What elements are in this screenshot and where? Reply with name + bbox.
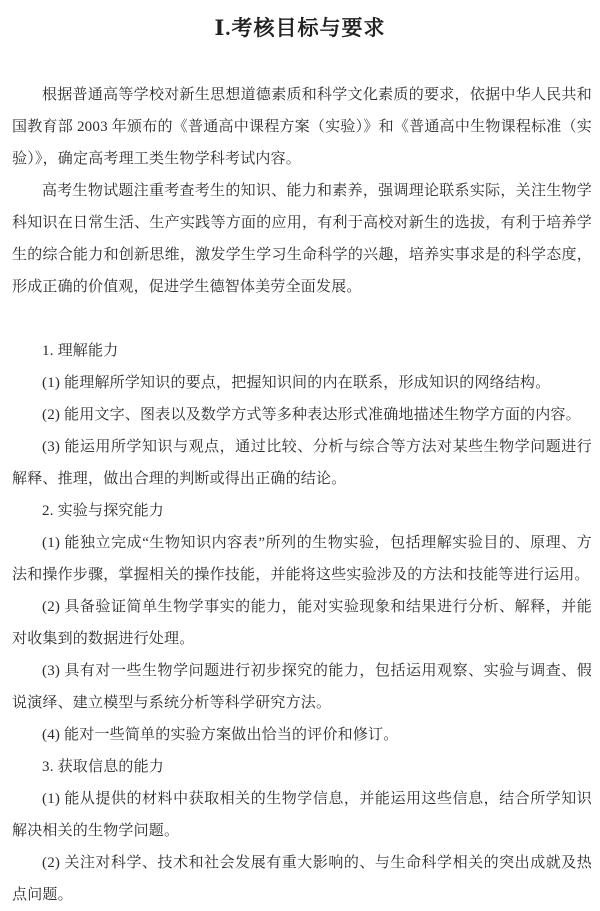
document-page [0,13,600,903]
section-2-item-4: (4) 能对一些简单的实验方案做出恰当的评价和修订。 [42,727,399,743]
section-1-heading: 1. 理解能力 [42,343,119,359]
blank-line-spacer [12,303,592,335]
section-3-heading: 3. 获取信息的能力 [42,759,165,775]
section-2-item-2: (2) 具备验证简单生物学事实的能力，能对实验现象和结果进行分析、解释，并能对收集到的数据进行处理。 [12,599,592,647]
section-1-item-3: (3) 能运用所学知识与观点，通过比较、分析与综合等方法对某些生物学问题进行解释、推理，做出合理的判断或得出正确的结论。 [12,439,592,487]
intro-paragraph-1: 根据普通高等学校对新生思想道德素质和科学文化素质的要求，依据中华人民共和国教育部 2003 年颁布的《普通高中课程方案（实验）》和《普通高中生物课程标准（实验）》，确定高考理工类生物学科考试内容。 [12,87,592,167]
page-title: Ⅰ.考核目标与要求 [214,16,386,40]
section-1-item-2: (2) 能用文字、图表以及数学方式等多种表达形式准确地描述生物学方面的内容。 [42,407,581,423]
section-2-item-1: (1) 能独立完成“生物知识内容表”所列的生物实验，包括理解实验目的、原理、方法和操作步骤，掌握相关的操作技能，并能将这些实验涉及的方法和技能等进行运用。 [12,535,592,583]
section-2-heading: 2. 实验与探究能力 [42,503,165,519]
document-body [0,43,600,911]
section-1-item-1: (1) 能理解所学知识的要点，把握知识间的内在联系，形成知识的网络结构。 [42,375,551,391]
intro-paragraph-2: 高考生物试题注重考查考生的知识、能力和素养，强调理论联系实际，关注生物学科知识在日常生活、生产实践等方面的应用，有利于高校对新生的选拔，有利于培养学生的综合能力和创新思维，激发学生学习生命科学的兴趣，培养实事求是的科学态度，形成正确的价值观，促进学生德智体美劳全面发展。 [12,183,592,295]
section-3-item-1: (1) 能从提供的材料中获取相关的生物学信息，并能运用这些信息，结合所学知识解决相关的生物学问题。 [12,791,592,839]
section-2-item-3: (3) 具有对一些生物学问题进行初步探究的能力，包括运用观察、实验与调查、假说演绎、建立模型与系统分析等科学研究方法。 [12,663,592,711]
section-3-item-2: (2) 关注对科学、技术和社会发展有重大影响的、与生命科学相关的突出成就及热点问题。 [12,855,592,903]
